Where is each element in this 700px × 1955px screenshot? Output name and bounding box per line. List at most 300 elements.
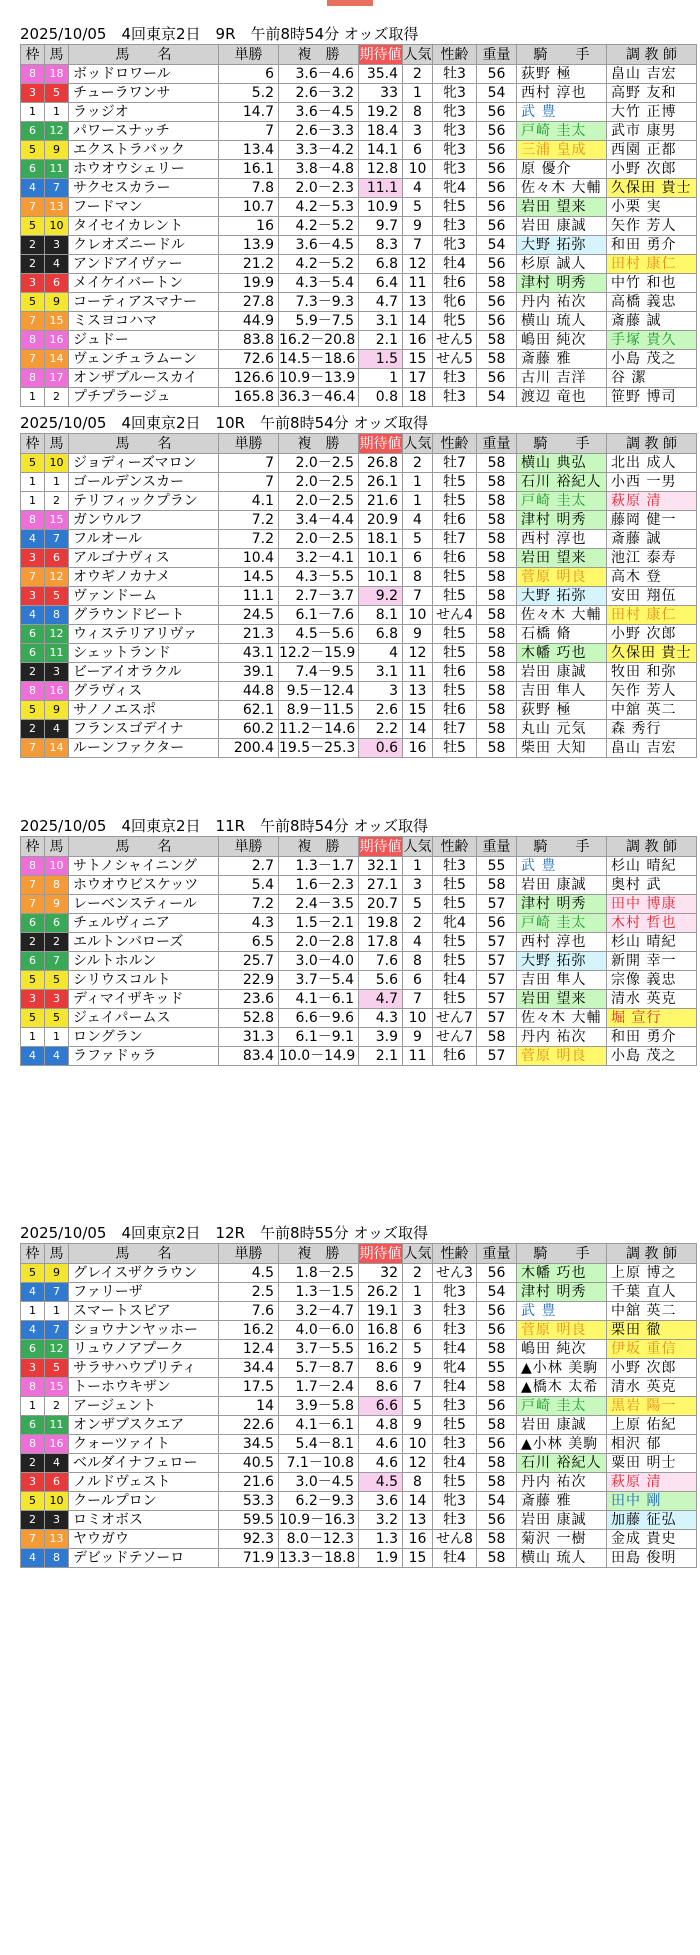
waku-number-cell: 6: [21, 952, 45, 971]
expected-value-cell: 5.6: [359, 971, 403, 990]
popularity-cell: 16: [403, 739, 433, 758]
waku-number-cell: 3: [21, 1473, 45, 1492]
win-odds-cell: 17.5: [219, 1378, 279, 1397]
horse-row: [21, 1416, 697, 1435]
place-odds-cell: 8.9－11.5: [279, 701, 359, 720]
horse-name-cell: ショウナンヤッホー: [69, 1321, 219, 1340]
trainer-cell: 斎藤 誠: [607, 312, 697, 331]
weight-cell: 56: [477, 914, 517, 933]
sex-age-cell: 牡3: [433, 857, 477, 876]
win-odds-cell: 16: [219, 217, 279, 236]
sex-age-cell: 牝6: [433, 293, 477, 312]
popularity-cell: 4: [403, 933, 433, 952]
jockey-cell: 武 豊: [517, 103, 607, 122]
place-odds-cell: 4.1－6.1: [279, 990, 359, 1009]
horse-number-cell: 10: [45, 217, 69, 236]
trainer-cell: 矢作 芳人: [607, 682, 697, 701]
name-header: 馬 名: [69, 434, 219, 454]
waku-number-cell: 8: [21, 1435, 45, 1454]
expected-value-cell: 21.6: [359, 492, 403, 511]
jockey-header: 騎 手: [517, 45, 607, 65]
exp-header: 期待値: [359, 1245, 402, 1262]
jockey-cell: 石橋 脩: [517, 625, 607, 644]
horse-number-cell: 3: [45, 236, 69, 255]
sex-age-cell: せん7: [433, 1028, 477, 1047]
horse-number-cell: 3: [45, 990, 69, 1009]
win-odds-cell: 14.5: [219, 568, 279, 587]
place-odds-cell: 2.0－2.5: [279, 454, 359, 473]
pop-header: 人気: [403, 46, 432, 63]
expected-value-cell: 19.1: [359, 1302, 403, 1321]
sex-age-cell: 牡6: [433, 663, 477, 682]
horse-name-cell: ベルダイナフェロー: [69, 1454, 219, 1473]
trainer-cell: 奥村 武: [607, 876, 697, 895]
trainer-cell: 斎藤 誠: [607, 530, 697, 549]
horse-number-cell: 9: [45, 1264, 69, 1283]
popularity-cell: 5: [403, 1397, 433, 1416]
waku-number-cell: 3: [21, 990, 45, 1009]
popularity-cell: 11: [403, 1047, 433, 1066]
weight-header: 重量: [477, 434, 517, 454]
waku-number-cell: 2: [21, 933, 45, 952]
horse-name-cell: コーティアスマナー: [69, 293, 219, 312]
horse-name-cell: チューラワンサ: [69, 84, 219, 103]
jockey-cell: 西村 淳也: [517, 84, 607, 103]
horse-name-cell: ルーンファクター: [69, 739, 219, 758]
horse-number-cell: 2: [45, 933, 69, 952]
trainer-cell: 笹野 博司: [607, 388, 697, 407]
waku-number-cell: 1: [21, 492, 45, 511]
win-odds-cell: 21.2: [219, 255, 279, 274]
expected-value-cell: 33: [359, 84, 403, 103]
sex-age-cell: 牝4: [433, 914, 477, 933]
horse-name-cell: ヴァンドーム: [69, 587, 219, 606]
weight-cell: 55: [477, 1359, 517, 1378]
weight-cell: 58: [477, 454, 517, 473]
expected-value-cell: 10.9: [359, 198, 403, 217]
horse-row: [21, 255, 697, 274]
waku-number-cell: 4: [21, 1321, 45, 1340]
weight-cell: 56: [477, 312, 517, 331]
horse-row: [21, 739, 697, 758]
waku-number-cell: 8: [21, 682, 45, 701]
place-odds-cell: 6.2－9.3: [279, 1492, 359, 1511]
win-odds-cell: 72.6: [219, 350, 279, 369]
weight-cell: 56: [477, 369, 517, 388]
horse-row: [21, 454, 697, 473]
win-odds-cell: 59.5: [219, 1511, 279, 1530]
place-odds-cell: 3.4－4.4: [279, 511, 359, 530]
horse-name-cell: ジュドー: [69, 331, 219, 350]
popularity-cell: 9: [403, 625, 433, 644]
horse-name-cell: フルオール: [69, 530, 219, 549]
sex-age-cell: せん8: [433, 1530, 477, 1549]
horse-row: [21, 1454, 697, 1473]
horse-row: [21, 587, 697, 606]
horse-row: [21, 122, 697, 141]
horse-number-cell: 7: [45, 179, 69, 198]
weight-cell: 54: [477, 1492, 517, 1511]
horse-row: [21, 663, 697, 682]
win-odds-cell: 14.7: [219, 103, 279, 122]
place-odds-cell: 11.2－14.6: [279, 720, 359, 739]
horse-name-cell: アージェント: [69, 1397, 219, 1416]
place-odds-cell: 10.0－14.9: [279, 1047, 359, 1066]
waku-number-cell: 3: [21, 587, 45, 606]
waku-number-cell: 7: [21, 876, 45, 895]
sex-age-cell: 牝3: [433, 122, 477, 141]
win-odds-cell: 44.9: [219, 312, 279, 331]
win-odds-cell: 2.5: [219, 1283, 279, 1302]
weight-cell: 58: [477, 682, 517, 701]
horse-number-cell: 15: [45, 312, 69, 331]
waku-header: 枠: [21, 45, 45, 65]
win-odds-cell: 22.9: [219, 971, 279, 990]
waku-number-cell: 4: [21, 1283, 45, 1302]
win-odds-cell: 11.1: [219, 587, 279, 606]
expected-value-cell: 6.8: [359, 255, 403, 274]
waku-number-cell: 1: [21, 1302, 45, 1321]
horse-row: [21, 568, 697, 587]
win-odds-cell: 44.8: [219, 682, 279, 701]
trainer-cell: 小島 茂之: [607, 350, 697, 369]
horse-row: [21, 1302, 697, 1321]
horse-row: [21, 350, 697, 369]
horse-number-cell: 7: [45, 1283, 69, 1302]
jockey-cell: 横山 典弘: [517, 454, 607, 473]
weight-cell: 57: [477, 952, 517, 971]
horse-row: [21, 331, 697, 350]
horse-name-cell: ラファドゥラ: [69, 1047, 219, 1066]
popularity-cell: 14: [403, 720, 433, 739]
win-odds-cell: 16.1: [219, 160, 279, 179]
weight-cell: 58: [477, 1028, 517, 1047]
win-odds-cell: 25.7: [219, 952, 279, 971]
jockey-cell: 菊沢 一樹: [517, 1530, 607, 1549]
popularity-cell: 3: [403, 876, 433, 895]
trainer-cell: 中舘 英二: [607, 701, 697, 720]
expected-value-cell: 32: [359, 1264, 403, 1283]
jockey-cell: 佐々木 大輔: [517, 1009, 607, 1028]
place-odds-cell: 5.9－7.5: [279, 312, 359, 331]
weight-cell: 57: [477, 1047, 517, 1066]
place-odds-cell: 4.1－6.1: [279, 1416, 359, 1435]
weight-cell: 58: [477, 1530, 517, 1549]
popularity-cell: 2: [403, 65, 433, 84]
jockey-cell: 戸崎 圭太: [517, 1397, 607, 1416]
horse-number-cell: 16: [45, 1435, 69, 1454]
expected-value-cell: 16.2: [359, 1340, 403, 1359]
place-header: 複 勝: [279, 1244, 359, 1264]
waku-number-cell: 7: [21, 739, 45, 758]
expected-value-cell: 8.6: [359, 1378, 403, 1397]
horse-name-cell: ウィステリアリヴァ: [69, 625, 219, 644]
waku-number-cell: 4: [21, 179, 45, 198]
win-odds-cell: 4.1: [219, 492, 279, 511]
trainer-cell: 宗像 義忠: [607, 971, 697, 990]
horse-name-cell: オンザブルースカイ: [69, 369, 219, 388]
trainer-cell: 千葉 直人: [607, 1283, 697, 1302]
popularity-cell: 12: [403, 1454, 433, 1473]
weight-cell: 58: [477, 530, 517, 549]
place-odds-cell: 2.0－2.5: [279, 473, 359, 492]
sex-age-cell: 牡5: [433, 895, 477, 914]
win-odds-cell: 10.7: [219, 198, 279, 217]
win-odds-cell: 34.5: [219, 1435, 279, 1454]
sex-age-cell: 牡5: [433, 587, 477, 606]
sex-age-cell: 牝3: [433, 103, 477, 122]
win-odds-cell: 83.8: [219, 331, 279, 350]
horse-number-cell: 15: [45, 1378, 69, 1397]
waku-header: 枠: [21, 1244, 45, 1264]
sex-age-cell: 牝3: [433, 160, 477, 179]
expected-value-cell: 19.8: [359, 914, 403, 933]
horse-row: [21, 1435, 697, 1454]
popularity-cell: 4: [403, 511, 433, 530]
horse-number-cell: 6: [45, 549, 69, 568]
sex-header: 性齢: [433, 45, 477, 65]
waku-number-cell: 8: [21, 65, 45, 84]
place-odds-cell: 4.2－5.2: [279, 255, 359, 274]
weight-cell: 56: [477, 122, 517, 141]
jockey-cell: 岩田 康誠: [517, 876, 607, 895]
win-odds-cell: 92.3: [219, 1530, 279, 1549]
horse-name-cell: サラサハウプリティ: [69, 1359, 219, 1378]
popularity-cell: 10: [403, 160, 433, 179]
win-odds-cell: 2.7: [219, 857, 279, 876]
popularity-cell: 6: [403, 971, 433, 990]
odds-table: [20, 836, 697, 1066]
weight-cell: 58: [477, 549, 517, 568]
jockey-cell: ▲小林 美駒: [517, 1359, 607, 1378]
jockey-cell: 柴田 大知: [517, 739, 607, 758]
pop-header: 人気: [403, 1245, 432, 1262]
horse-number-cell: 10: [45, 1492, 69, 1511]
weight-cell: 56: [477, 1397, 517, 1416]
weight-cell: 55: [477, 857, 517, 876]
weight-cell: 58: [477, 720, 517, 739]
jockey-cell: 武 豊: [517, 1302, 607, 1321]
horse-name-cell: シルトホルン: [69, 952, 219, 971]
popularity-cell: 4: [403, 179, 433, 198]
win-header: 単勝: [219, 45, 279, 65]
place-odds-cell: 10.9－13.9: [279, 369, 359, 388]
win-odds-cell: 7.6: [219, 1302, 279, 1321]
place-odds-cell: 3.3－4.2: [279, 141, 359, 160]
expected-value-cell: 4.6: [359, 1435, 403, 1454]
place-odds-cell: 6.1－7.6: [279, 606, 359, 625]
popularity-cell: 5: [403, 1340, 433, 1359]
sex-age-cell: 牡5: [433, 644, 477, 663]
sex-age-cell: 牝3: [433, 236, 477, 255]
horse-row: [21, 914, 697, 933]
sex-age-cell: 牡5: [433, 739, 477, 758]
jockey-cell: 戸崎 圭太: [517, 122, 607, 141]
jockey-cell: 斎藤 雅: [517, 1492, 607, 1511]
place-odds-cell: 19.5－25.3: [279, 739, 359, 758]
place-odds-cell: 5.7－8.7: [279, 1359, 359, 1378]
jockey-cell: 嶋田 純次: [517, 1340, 607, 1359]
win-odds-cell: 7: [219, 122, 279, 141]
popularity-cell: 1: [403, 857, 433, 876]
popularity-cell: 13: [403, 682, 433, 701]
place-odds-cell: 1.8－2.5: [279, 1264, 359, 1283]
horse-name-cell: プチプラージュ: [69, 388, 219, 407]
race-title: 2025/10/05 4回東京2日 9R 午前8時54分 オッズ取得: [20, 25, 419, 43]
place-odds-cell: 16.2－20.8: [279, 331, 359, 350]
weight-cell: 58: [477, 492, 517, 511]
weight-cell: 58: [477, 606, 517, 625]
sex-age-cell: 牡7: [433, 720, 477, 739]
horse-name-cell: ラッジオ: [69, 103, 219, 122]
expected-value-cell: 17.8: [359, 933, 403, 952]
win-header: 単勝: [219, 1244, 279, 1264]
trainer-cell: 田中 博康: [607, 895, 697, 914]
win-odds-cell: 39.1: [219, 663, 279, 682]
place-odds-cell: 8.0－12.3: [279, 1530, 359, 1549]
jockey-cell: 丹内 祐次: [517, 1473, 607, 1492]
horse-name-cell: クレオズニードル: [69, 236, 219, 255]
place-odds-cell: 3.2－4.1: [279, 549, 359, 568]
horse-name-cell: メイケイバートン: [69, 274, 219, 293]
horse-number-cell: 1: [45, 103, 69, 122]
waku-number-cell: 7: [21, 312, 45, 331]
trainer-cell: 森 秀行: [607, 720, 697, 739]
popularity-cell: 12: [403, 255, 433, 274]
win-odds-cell: 14: [219, 1397, 279, 1416]
horse-row: [21, 369, 697, 388]
horse-number-cell: 3: [45, 663, 69, 682]
win-odds-cell: 21.6: [219, 1473, 279, 1492]
jockey-cell: 斎藤 雅: [517, 350, 607, 369]
sex-header: 性齢: [433, 1244, 477, 1264]
horse-name-cell: シェットランド: [69, 644, 219, 663]
horse-number-cell: 15: [45, 511, 69, 530]
horse-number-cell: 12: [45, 1340, 69, 1359]
jockey-cell: 岩田 康誠: [517, 1416, 607, 1435]
weight-cell: 58: [477, 1454, 517, 1473]
odds-table: [20, 1243, 697, 1568]
expected-value-cell: 8.1: [359, 606, 403, 625]
sex-age-cell: 牡5: [433, 198, 477, 217]
place-odds-cell: 3.8－4.8: [279, 160, 359, 179]
trainer-cell: 池江 泰寿: [607, 549, 697, 568]
horse-name-cell: フードマン: [69, 198, 219, 217]
horse-number-cell: 1: [45, 1302, 69, 1321]
place-odds-cell: 4.3－5.5: [279, 568, 359, 587]
weight-cell: 56: [477, 103, 517, 122]
popularity-cell: 16: [403, 1530, 433, 1549]
win-odds-cell: 31.3: [219, 1028, 279, 1047]
horse-number-cell: 1: [45, 473, 69, 492]
place-odds-cell: 2.0－2.5: [279, 530, 359, 549]
horse-name-cell: アルゴナヴィス: [69, 549, 219, 568]
jockey-cell: 丹内 祐次: [517, 293, 607, 312]
sex-age-cell: 牝4: [433, 1359, 477, 1378]
win-header: 単勝: [219, 434, 279, 454]
expected-value-cell: 19.2: [359, 103, 403, 122]
expected-value-cell: 16.8: [359, 1321, 403, 1340]
trainer-cell: 谷 潔: [607, 369, 697, 388]
win-odds-cell: 60.2: [219, 720, 279, 739]
horse-row: [21, 274, 697, 293]
jockey-cell: 津村 明秀: [517, 274, 607, 293]
horse-name-cell: ヴェンチュラムーン: [69, 350, 219, 369]
place-odds-cell: 5.4－8.1: [279, 1435, 359, 1454]
horse-name-cell: ミスヨコハマ: [69, 312, 219, 331]
place-odds-cell: 1.5－2.1: [279, 914, 359, 933]
trainer-cell: 安田 翔伍: [607, 587, 697, 606]
waku-number-cell: 6: [21, 644, 45, 663]
horse-row: [21, 1047, 697, 1066]
trainer-cell: 大竹 正博: [607, 103, 697, 122]
win-odds-cell: 24.5: [219, 606, 279, 625]
horse-name-cell: ロングラン: [69, 1028, 219, 1047]
place-odds-cell: 36.3－46.4: [279, 388, 359, 407]
odds-table: [20, 433, 697, 758]
horse-number-cell: 2: [45, 492, 69, 511]
horse-number-cell: 13: [45, 1530, 69, 1549]
expected-value-cell: 0.6: [359, 739, 403, 758]
popularity-cell: 13: [403, 1511, 433, 1530]
sex-age-cell: 牝3: [433, 141, 477, 160]
win-odds-cell: 4.5: [219, 1264, 279, 1283]
popularity-cell: 5: [403, 895, 433, 914]
jockey-cell: 大野 拓弥: [517, 587, 607, 606]
sex-age-cell: 牡3: [433, 1321, 477, 1340]
place-odds-cell: 3.6－4.5: [279, 103, 359, 122]
weight-cell: 54: [477, 1283, 517, 1302]
horse-row: [21, 876, 697, 895]
weight-cell: 58: [477, 568, 517, 587]
waku-number-cell: 3: [21, 274, 45, 293]
place-odds-cell: 9.5－12.4: [279, 682, 359, 701]
horse-number-cell: 6: [45, 274, 69, 293]
weight-cell: 54: [477, 388, 517, 407]
popularity-cell: 8: [403, 568, 433, 587]
popularity-cell: 10: [403, 1435, 433, 1454]
horse-number-cell: 9: [45, 141, 69, 160]
popularity-cell: 8: [403, 103, 433, 122]
expected-value-cell: 8.3: [359, 236, 403, 255]
jockey-cell: 大野 拓弥: [517, 236, 607, 255]
expected-value-cell: 10.1: [359, 568, 403, 587]
sex-age-cell: 牡4: [433, 1378, 477, 1397]
win-odds-cell: 10.4: [219, 549, 279, 568]
waku-number-cell: 7: [21, 350, 45, 369]
expected-value-cell: 9.2: [359, 587, 403, 606]
place-odds-cell: 2.0－2.8: [279, 933, 359, 952]
horse-name-cell: エクストラバック: [69, 141, 219, 160]
horse-name-cell: タイセイカレント: [69, 217, 219, 236]
sex-age-cell: 牡5: [433, 990, 477, 1009]
horse-name-cell: サトノシャイニング: [69, 857, 219, 876]
sex-age-cell: 牡3: [433, 1302, 477, 1321]
horse-name-cell: フランスゴデイナ: [69, 720, 219, 739]
horse-row: [21, 644, 697, 663]
trainer-cell: 中竹 和也: [607, 274, 697, 293]
horse-name-cell: ノルドヴェスト: [69, 1473, 219, 1492]
win-odds-cell: 7: [219, 454, 279, 473]
horse-row: [21, 952, 697, 971]
jockey-cell: 岩田 望来: [517, 990, 607, 1009]
horse-row: [21, 65, 697, 84]
jockey-cell: 佐々木 大輔: [517, 606, 607, 625]
place-odds-cell: 10.9－16.3: [279, 1511, 359, 1530]
trainer-cell: 久保田 貴士: [607, 179, 697, 198]
expected-value-cell: 1.3: [359, 1530, 403, 1549]
waku-number-cell: 4: [21, 1047, 45, 1066]
